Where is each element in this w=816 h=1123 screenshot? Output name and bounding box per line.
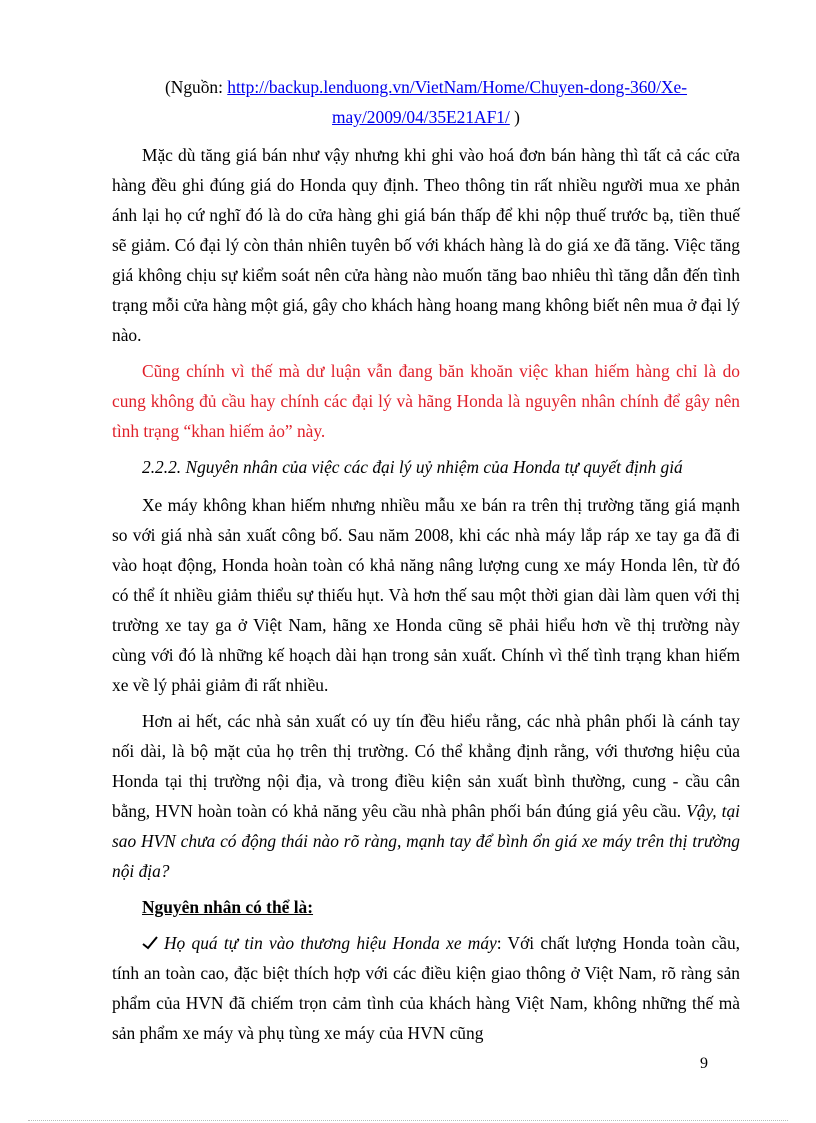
- source-citation: [112, 72, 740, 132]
- paragraph-distributors-question: Vậy, tại sao HVN chưa có động thái nào rõ ràng, mạnh tay để bình ổn giá xe máy trên thị trường nội địa?: [112, 801, 740, 881]
- bullet-item-title: Họ quá tự tin vào thương hiệu Honda xe máy: [164, 933, 497, 953]
- source-link[interactable]: http://backup.lenduong.vn/VietNam/Home/Chuyen-dong-360/Xe-may/2009/04/35E21AF1/: [227, 77, 688, 127]
- bullet-item-text: : Với chất lượng Honda toàn cầu, tính an toàn cao, đặc biệt thích hợp với các điều kiện giao thông ở Việt Nam, rõ ràng sản phẩm của HVN đã chiếm trọn cảm tình của khách hàng Việt Nam, không những thế mà sản phẩm xe máy và phụ tùng xe máy của HVN cũng: [112, 933, 740, 1043]
- bullet-item: [112, 928, 740, 1048]
- paragraph-red-highlight: Cũng chính vì thế mà dư luận vẫn đang băn khoăn việc khan hiếm hàng chỉ là do cung không đủ cầu hay chính các đại lý và hãng Honda là nguyên nhân chính để gây nên tình trạng “khan hiếm ảo” này.: [112, 361, 740, 441]
- source-suffix: ): [509, 107, 520, 127]
- paragraph-distributors-text: Hơn ai hết, các nhà sản xuất có uy tín đều hiểu rằng, các nhà phân phối là cánh tay nối dài, là bộ mặt của họ trên thị trường. Có thể khẳng định rằng, với thương hiệu của Honda tại thị trường nội địa, và trong điều kiện sản xuất bình thường, cung - cầu cân bằng, HVN hoàn toàn có khả năng yêu cầu nhà phân phối bán đúng giá yêu cầu.: [112, 711, 740, 821]
- paragraph-supply: Xe máy không khan hiếm nhưng nhiều mẫu xe bán ra trên thị trường tăng giá mạnh so với giá nhà sản xuất công bố. Sau năm 2008, khi các nhà máy lắp ráp xe tay ga đã đi vào hoạt động, Honda hoàn toàn có khả năng nâng lượng cung xe máy Honda lên, từ đó có thể ít nhiều giảm thiểu sự thiếu hụt. Và hơn thế sau một thời gian dài làm quen với thị trường xe tay ga ở Việt Nam, hãng xe Honda cũng sẽ phải hiểu hơn về thị trường này cùng với đó là những kế hoạch dài hạn trong sản xuất. Chính vì thế tình trạng khan hiếm xe về lý phải giảm đi rất nhiều.: [112, 495, 740, 695]
- page-number: 9: [700, 1055, 708, 1072]
- source-prefix: (Nguồn:: [164, 77, 228, 97]
- check-icon: [142, 936, 158, 950]
- page-bottom-divider: [28, 1120, 788, 1121]
- section-heading: 2.2.2. Nguyên nhân của việc các đại lý uỷ nhiệm của Honda tự quyết định giá: [142, 457, 683, 477]
- paragraph-price-invoice: Mặc dù tăng giá bán như vậy nhưng khi ghi vào hoá đơn bán hàng thì tất cả các cửa hàng đều ghi đúng giá do Honda quy định. Theo thông tin rất nhiều người mua xe phản ánh lại họ cứ nghĩ đó là do cửa hàng ghi giá bán thấp để khi nộp thuế trước bạ, tiền thuế sẽ giảm. Có đại lý còn thản nhiên tuyên bố với khách hàng là do giá xe đã tăng. Việc tăng giá không chịu sự kiểm soát nên cửa hàng nào muốn tăng bao nhiêu thì tăng dẫn đến tình trạng mỗi cửa hàng một giá, gây cho khách hàng hoang mang không biết nên mua ở đại lý nào.: [112, 145, 740, 345]
- paragraph-distributors: [112, 706, 740, 886]
- causes-heading: Nguyên nhân có thể là:: [142, 897, 314, 917]
- text-column: [112, 72, 740, 1054]
